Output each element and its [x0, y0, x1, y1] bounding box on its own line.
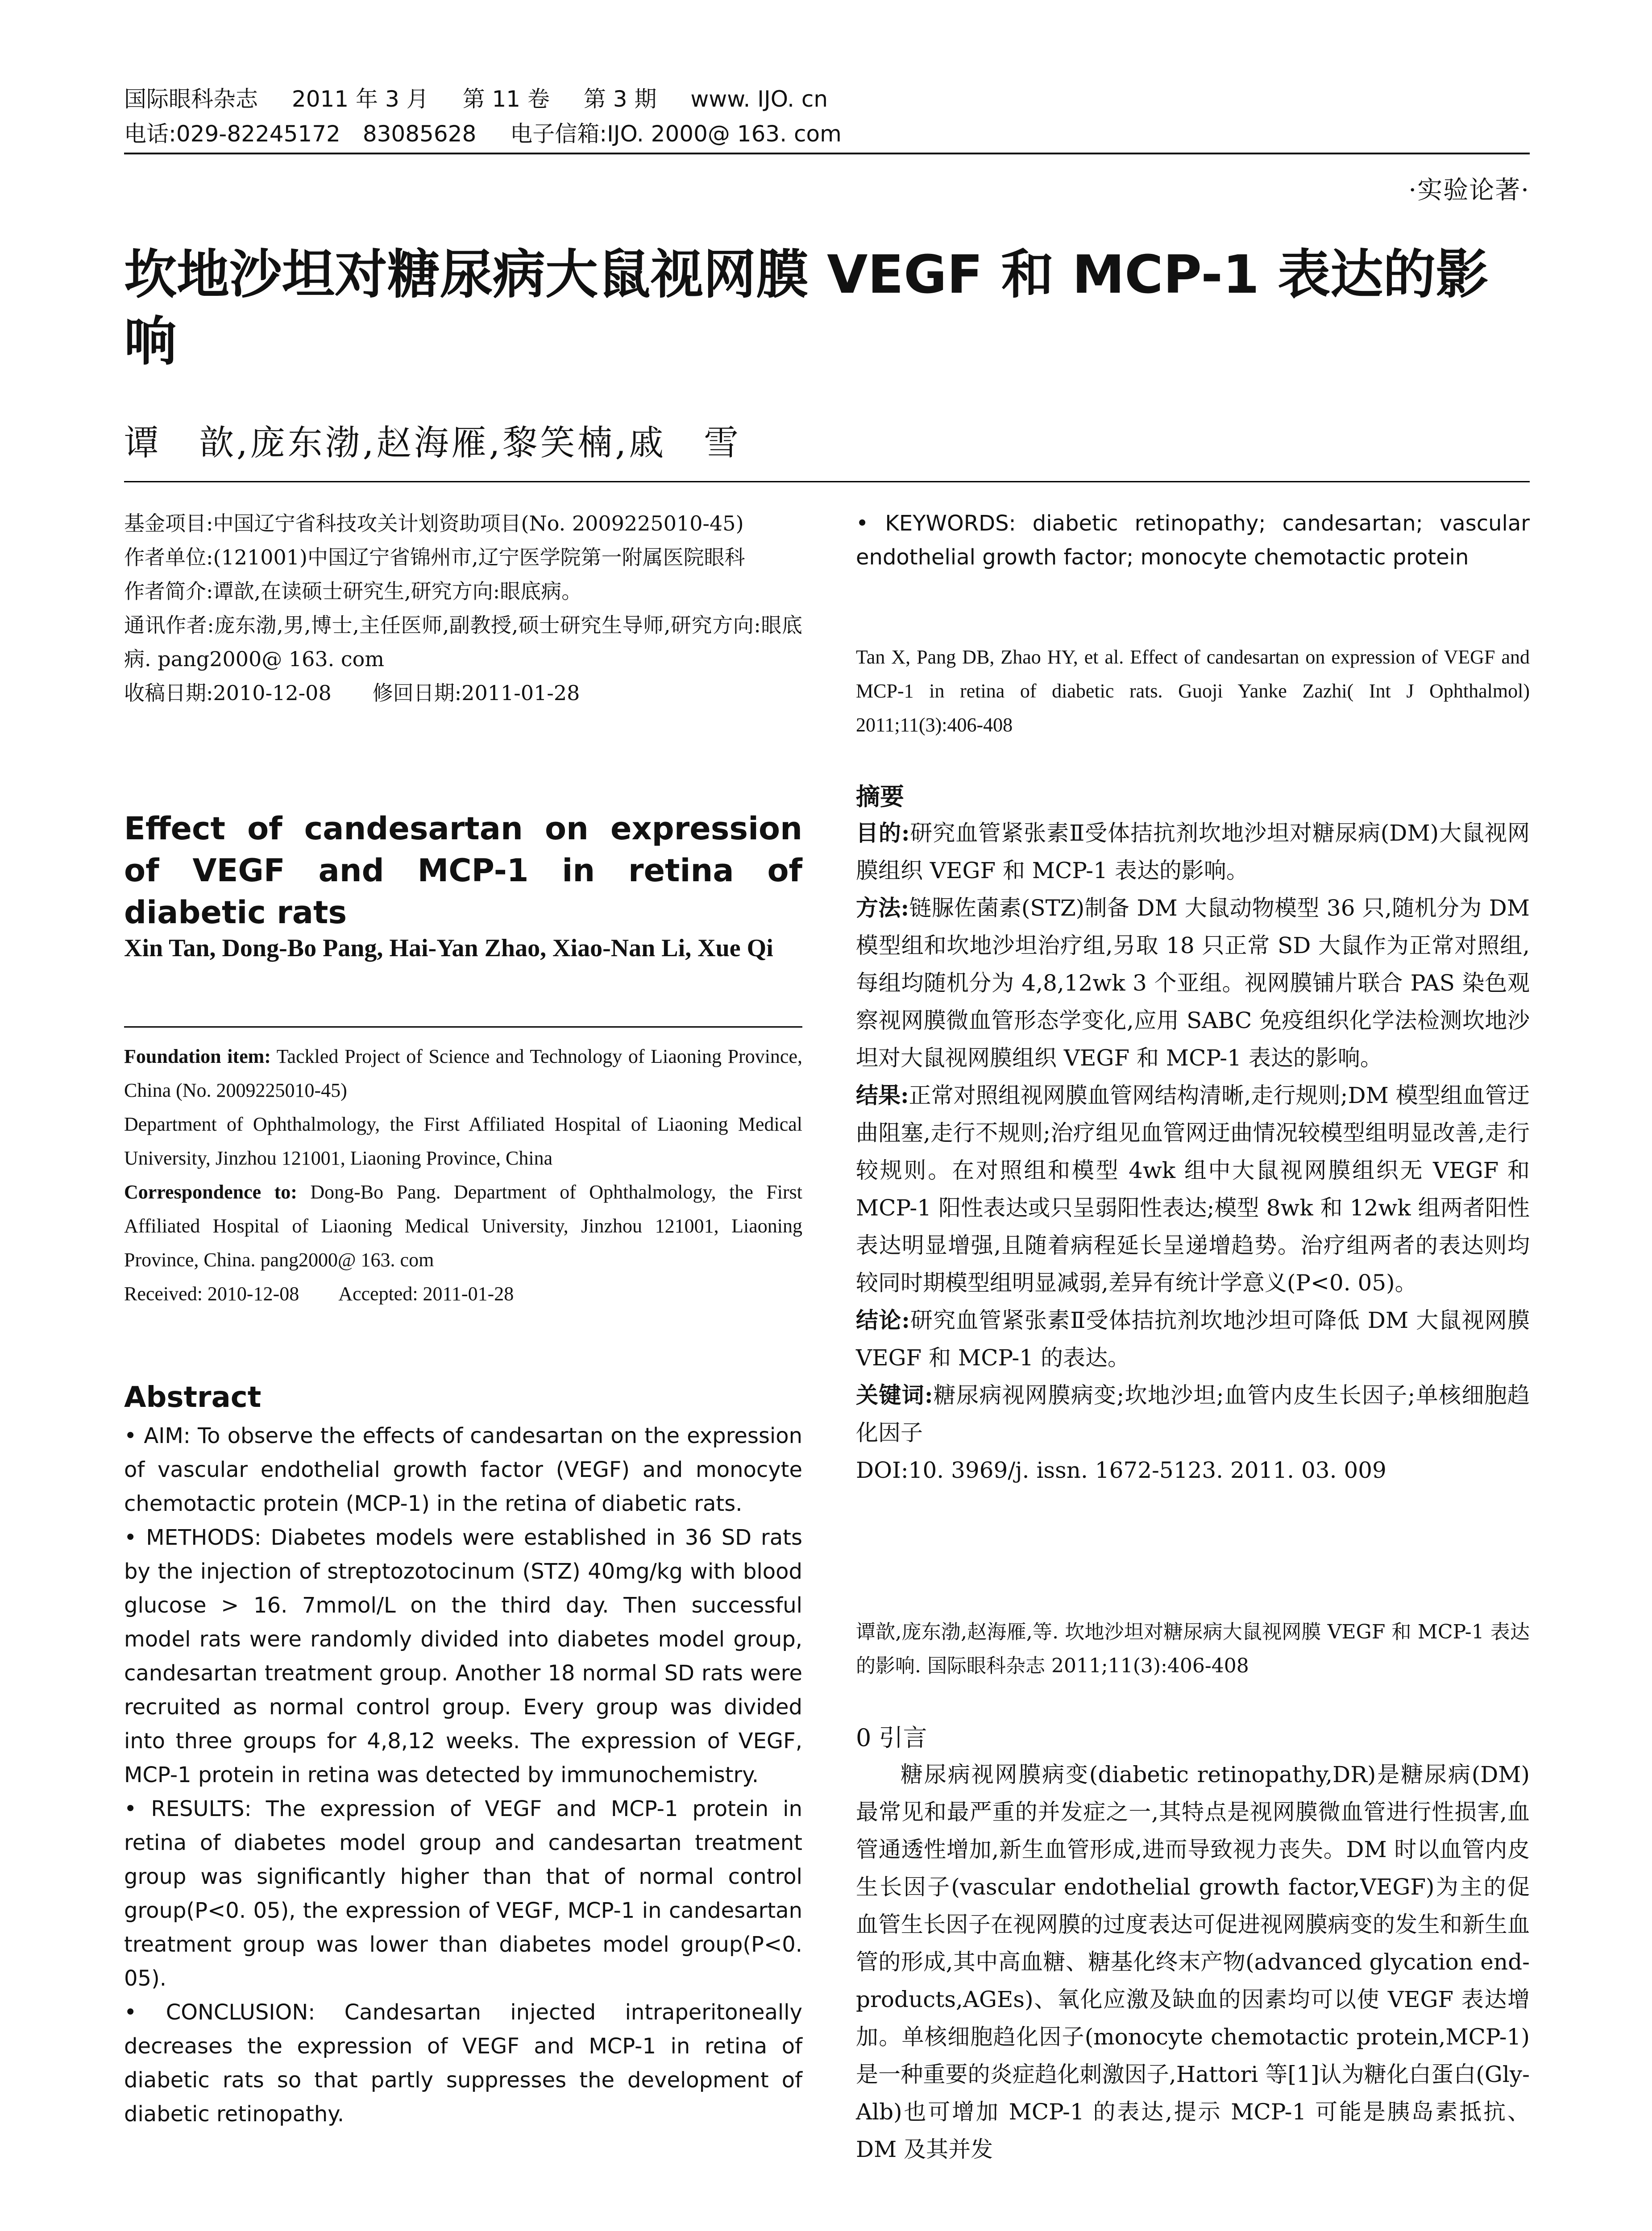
english-citation: Tan X, Pang DB, Zhao HY, et al. Effect of candesartan on expression of VEGF and MCP-1 in retina of diabetic rats. Guoji Yanke Zazhi( Int J Ophthalmol) 2011;11(3):406-408: [856, 646, 1530, 736]
zh-doi: DOI:10. 3969/j. issn. 1672-5123. 2011. 03. 009: [856, 1457, 1386, 1483]
header-rule: [124, 153, 1530, 154]
dates-zh: 收稿日期:2010-12-08 修回日期:2011-01-28: [124, 681, 580, 705]
running-header-line2: [124, 120, 868, 148]
issue-date: 2011 年 3 月: [291, 86, 429, 112]
abstract-aim: • AIM: To observe the effects of candesartan on the expression of vascular endothelial growth factor (VEGF) and monocyte chemotactic protein (MCP-1) in the retina of diabetic rats.: [124, 1423, 802, 1516]
zh-keywords-text: 糖尿病视网膜病变;坎地沙坦;血管内皮生长因子;单核细胞趋化因子: [856, 1382, 1530, 1446]
running-header-line1: [124, 85, 855, 113]
correspondence-zh: 通讯作者:庞东渤,男,博士,主任医师,副教授,硕士研究生导师,研究方向:眼底病. pang2000@ 163. com: [124, 613, 802, 671]
zh-results-label: 结果:: [856, 1082, 909, 1108]
abstract-results: • RESULTS: The expression of VEGF and MCP-1 protein in retina of diabetes model group and candesartan treatment group was significantly higher than that of normal control group(P<0. 05), the expression of VEGF, MCP-1 in candesartan treatment group was lower than diabetes model group(P<0. 05).: [124, 1796, 802, 1991]
english-meta-block: [124, 1040, 802, 1311]
english-title: Effect of candesartan on expression of VEGF and MCP-1 in retina of diabetic rats: [124, 810, 802, 931]
english-keywords: • KEYWORDS: diabetic retinopathy; candesartan; vascular endothelial growth factor; monocyte chemotactic protein: [856, 511, 1530, 570]
volume: 第 11 卷: [462, 86, 550, 112]
correspondence-en: [124, 1175, 802, 1277]
foundation-en-label: Foundation item:: [124, 1045, 271, 1067]
abstract-conclusion: • CONCLUSION: Candesartan injected intraperitoneally decreases the expression of VEGF and MCP-1 in retina of diabetic rats so that partly suppresses the development of diabetic retinopathy.: [124, 2000, 802, 2127]
foundation-zh: 基金项目:中国辽宁省科技攻关计划资助项目(No. 2009225010-45): [124, 511, 744, 535]
chinese-citation: 谭歆,庞东渤,赵海雁,等. 坎地沙坦对糖尿病大鼠视网膜 VEGF 和 MCP-1 表达的影响. 国际眼科杂志 2011;11(3):406-408: [856, 1621, 1530, 1677]
zh-aim: [856, 814, 1530, 889]
zh-methods-text: 链脲佐菌素(STZ)制备 DM 大鼠动物模型 36 只,随机分为 DM 模型组和坎地沙坦治疗组,另取 18 只正常 SD 大鼠作为正常对照组,每组均随机分为 4,8,12wk 3 个亚组。视网膜铺片联合 PAS 染色观察视网膜微血管形态学变化,应用 SABC 免疫组织化学法检测坎地沙坦对大鼠视网膜组织 VEGF 和 MCP-1 表达的影响。: [856, 895, 1530, 1071]
phone: 电话:029-82245172 83085628: [124, 121, 477, 147]
chinese-abstract: [856, 779, 1530, 1489]
zh-methods: [856, 889, 1530, 1077]
foundation-en: [124, 1040, 802, 1107]
abstract-methods: • METHODS: Diabetes models were established in 36 SD rats by the injection of streptozotocinum (STZ) 40mg/kg with blood glucose > 16. 7mmol/L on the third day. Then successful model rats were randomly divided into diabetes model group, candesartan treatment group. Another 18 normal SD rats were recruited as normal control group. Every group was divided into three groups for 4,8,12 weeks. The expression of VEGF, MCP-1 protein in retina was detected by immunochemistry.: [124, 1525, 802, 1787]
introduction-body: 糖尿病视网膜病变(diabetic retinopathy,DR)是糖尿病(DM)最常见和最严重的并发症之一,其特点是视网膜微血管进行性损害,血管通透性增加,新生血管形成,进而导致视力丧失。DM 时以血管内皮生长因子(vascular endothelial growth factor,VEGF)为主的促血管生长因子在视网膜的过度表达可促进视网膜病变的发生和新生血管的形成,其中高血糖、糖基化终末产物(advanced glycation end-products,AGEs)、氧化应激及缺血的因素均可以使 VEGF 表达增加。单核细胞趋化因子(monocyte chemotactic protein,MCP-1)是一种重要的炎症趋化刺激因子,Hattori 等[1]认为糖化白蛋白(Gly-Alb)也可增加 MCP-1 的表达,提示 MCP-1 可能是胰岛素抵抗、DM 及其并发: [856, 1762, 1530, 2162]
zh-conclusion-label: 结论:: [856, 1307, 910, 1333]
introduction-heading: 0 引言: [856, 1724, 927, 1752]
abstract-heading: Abstract: [124, 1381, 261, 1414]
zh-keywords-label: 关键词:: [856, 1382, 933, 1408]
zh-aim-text: 研究血管紧张素Ⅱ受体拮抗剂坎地沙坦对糖尿病(DM)大鼠视网膜组织 VEGF 和 MCP-1 表达的影响。: [856, 820, 1530, 883]
zh-results: [856, 1077, 1530, 1302]
email: 电子信箱:IJO. 2000@ 163. com: [510, 121, 842, 147]
english-authors: Xin Tan, Dong-Bo Pang, Hai-Yan Zhao, Xiao-Nan Li, Xue Qi: [124, 934, 773, 962]
department-en: Department of Ophthalmology, the First Affiliated Hospital of Liaoning Medical University, Jinzhou 121001, Liaoning Province, China: [124, 1113, 802, 1169]
correspondence-en-text: Dong-Bo Pang. Department of Ophthalmology, the First Affiliated Hospital of Liaoning Medical University, Jinzhou 121001, Liaoning Province, China. pang2000@ 163. com: [124, 1181, 802, 1271]
zh-conclusion-text: 研究血管紧张素Ⅱ受体拮抗剂坎地沙坦可降低 DM 大鼠视网膜 VEGF 和 MCP-1 的表达。: [856, 1307, 1530, 1371]
chinese-meta-block: [124, 506, 802, 710]
title-rule: [124, 481, 1530, 482]
english-abstract: [124, 1419, 802, 2131]
section-label: ·实验论著·: [1408, 176, 1530, 205]
issue: 第 3 期: [583, 86, 657, 112]
english-authors-rule: [124, 1026, 802, 1028]
zh-keywords: [856, 1377, 1530, 1451]
introduction-section: [856, 1720, 1530, 2168]
author-intro-zh: 作者简介:谭歆,在读硕士研究生,研究方向:眼底病。: [124, 579, 582, 603]
zh-results-text: 正常对照组视网膜血管网结构清晰,走行规则;DM 模型组血管迂曲阻塞,走行不规则;治疗组见血管网迂曲情况较模型组明显改善,走行较规则。在对照组和模型 4wk 组中大鼠视网膜组织无 VEGF 和 MCP-1 阳性表达或只呈弱阳性表达;模型 8wk 和 12wk 组两者阳性表达明显增强,且随着病程延长呈递增趋势。治疗组两者的表达则均较同时期模型组明显减弱,差异有统计学意义(P<0. 05)。: [856, 1082, 1530, 1296]
chinese-abstract-heading: 摘要: [856, 782, 904, 811]
affiliation-zh: 作者单位:(121001)中国辽宁省锦州市,辽宁医学院第一附属医院眼科: [124, 545, 745, 569]
foundation-en-text: Tackled Project of Science and Technology of Liaoning Province, China (No. 2009225010-45): [124, 1045, 802, 1101]
journal-name: 国际眼科杂志: [124, 86, 258, 112]
zh-aim-label: 目的:: [856, 820, 910, 846]
website: www. IJO. cn: [690, 86, 828, 112]
received-en: Received: 2010-12-08 Accepted: 2011-01-28: [124, 1283, 514, 1305]
author-list: 谭 歆,庞东渤,赵海雁,黎笑楠,戚 雪: [124, 423, 742, 463]
zh-methods-label: 方法:: [856, 895, 909, 921]
correspondence-en-label: Correspondence to:: [124, 1181, 297, 1203]
zh-conclusion: [856, 1302, 1530, 1377]
paper-title: 坎地沙坦对糖尿病大鼠视网膜 VEGF 和 MCP-1 表达的影响: [124, 244, 1489, 372]
